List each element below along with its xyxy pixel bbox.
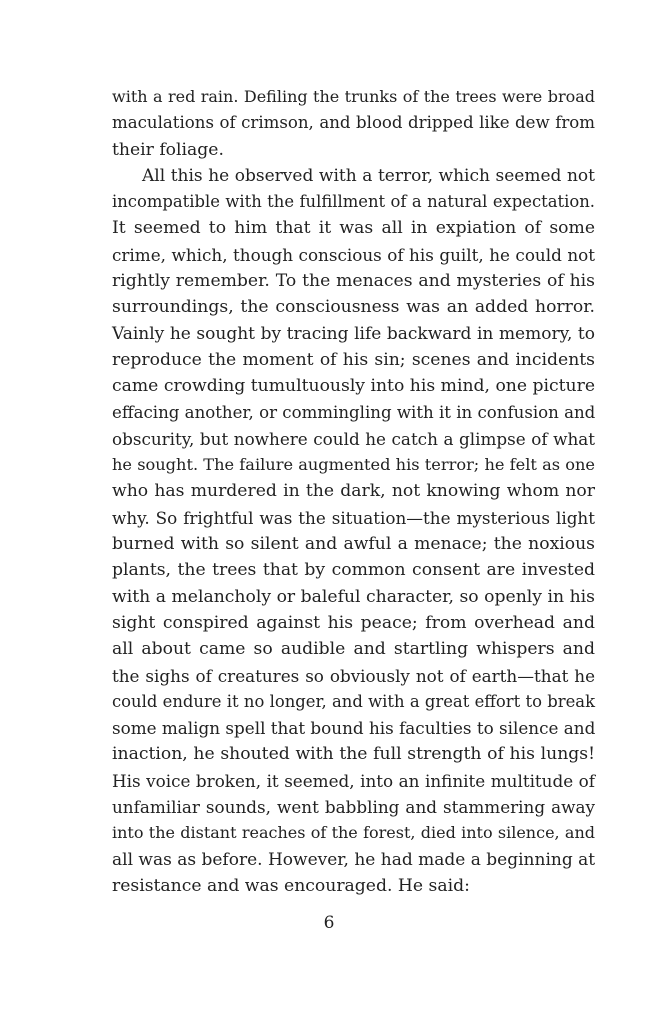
text-line: all was as before. However, he had made a beginning at (112, 849, 596, 870)
text-line: could endure it no longer, and with a great effort to break (112, 691, 595, 711)
body-text (112, 84, 595, 899)
text-line: Vainly he sought by tracing life backward in memory, to (112, 323, 595, 344)
page-number: 6 (323, 913, 335, 933)
text-line: effacing another, or commingling with it in confusion and (112, 402, 596, 422)
text-line: incompatible with the fulfillment of a natural expectation. (112, 192, 595, 212)
text-line: crime, which, though conscious of his guilt, he could not (112, 244, 595, 265)
text-line: why. So frightful was the situation—the mysterious light (112, 507, 595, 528)
text-line: with a melancholy or baleful character, so openly in his (112, 586, 595, 607)
text-line: came crowding tumultuously into his mind, one picture (112, 376, 595, 397)
text-line: unfamiliar sounds, went babbling and stammering away (112, 797, 595, 818)
text-line: It seemed to him that it was all in expiation of some (112, 218, 595, 239)
text-line: the sighs of creatures so obviously not of earth—that he (112, 665, 595, 686)
text-line: he sought. The failure augmented his terror; he felt as one (112, 455, 595, 475)
text-line: burned with so silent and awful a menace; the noxious (112, 534, 595, 555)
text-line: sight conspired against his peace; from overhead and (112, 612, 595, 633)
text-line: inaction, he shouted with the full strength of his lungs! (112, 744, 595, 765)
text-line: plants, the trees that by common consent are invested (112, 560, 595, 581)
text-line: reproduce the moment of his sin; scenes and incidents (112, 349, 595, 370)
text-line: who has murdered in the dark, not knowing whom nor (112, 481, 595, 502)
text-line: all about came so audible and startling whispers and (112, 639, 595, 660)
text-line: maculations of crimson, and blood dripped like dew from (112, 113, 595, 133)
text-line: obscurity, but nowhere could he catch a glimpse of what (112, 428, 595, 449)
text-line: His voice broken, it seemed, into an infinite multitude of (112, 770, 595, 791)
text-line: surroundings, the consciousness was an added horror. (112, 297, 595, 318)
text-line: their foliage. (112, 139, 224, 160)
text-line: rightly remember. To the menaces and mysteries of his (112, 271, 595, 292)
text-line: with a red rain. Defiling the trunks of the trees were broad (112, 87, 595, 106)
text-line: resistance and was encouraged. He said: (112, 875, 470, 896)
text-line: into the distant reaches of the forest, died into silence, and (112, 823, 595, 843)
text-line: some malign spell that bound his faculties to silence and (112, 718, 596, 739)
text-line: All this he observed with a terror, which seemed not (142, 165, 595, 186)
